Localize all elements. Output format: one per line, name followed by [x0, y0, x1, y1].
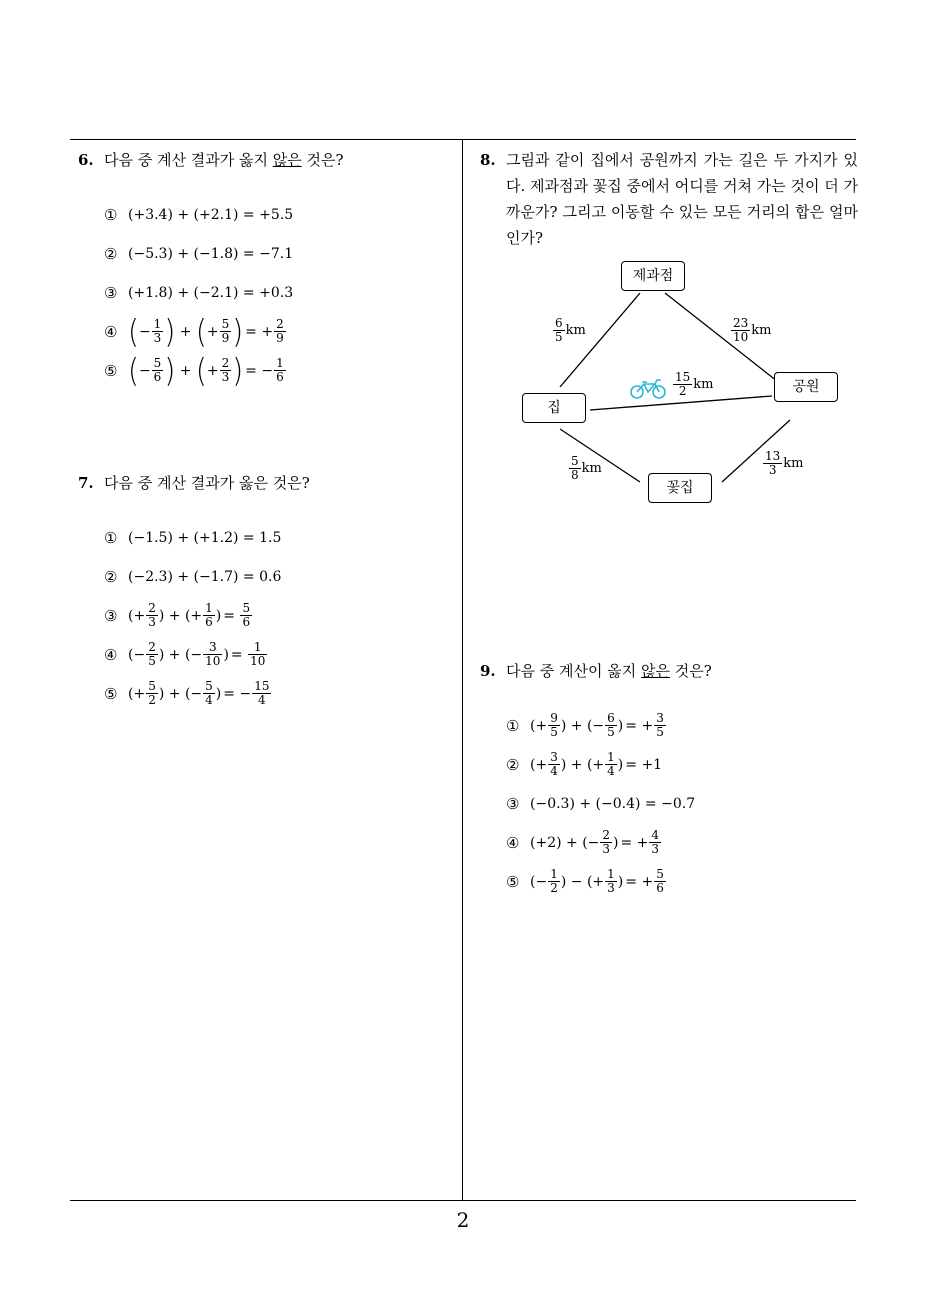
choice-4[interactable]: ④ (+2) + ( − $\frac{2}{3}$ ) = + $\frac{4}{3}$ [506, 828, 660, 856]
node-bakery: 제과점 [621, 261, 685, 291]
label-home-bakery: $\frac{6}{5}$ km [555, 316, 586, 344]
fraction: $\frac{1}{6}$ [205, 601, 213, 629]
choice-5[interactable]: ⑤ ( − $\frac{5}{6}$ ) + ( + $\frac{2}{3}$ ) = − $\frac{1}{6}$ [104, 350, 284, 389]
node-home: 집 [522, 393, 586, 423]
question-9 [480, 658, 850, 901]
choice-4[interactable]: ④ ( − $\frac{1}{3}$ ) + ( + $\frac{5}{9}$ ) = + $\frac{2}{9}$ [104, 311, 284, 350]
fraction: $\frac{2}{5}$ [148, 640, 156, 668]
label-flower-park: $\frac{13}{3}$ km [765, 449, 804, 477]
choice-2[interactable] [104, 234, 448, 273]
choice-list [480, 706, 850, 901]
fraction: $\frac{3}{10}$ [205, 640, 221, 668]
fraction: $\frac{2}{3}$ [602, 828, 611, 856]
fraction: $\frac{2}{3}$ [221, 356, 230, 384]
column-divider [462, 139, 463, 1201]
choice-2[interactable] [104, 557, 448, 596]
fraction: $\frac{5}{6}$ [242, 601, 251, 629]
fraction: $\frac{1}{3}$ [153, 317, 162, 345]
label-home-park: $\frac{15}{2}$ km [675, 370, 714, 398]
road-home-park [590, 396, 772, 410]
fraction: $\frac{4}{3}$ [651, 828, 660, 856]
node-park: 공원 [774, 372, 838, 402]
stem-text: 다음 중 계산이 옳지 [506, 662, 641, 680]
label-bakery-park: $\frac{23}{10}$ km [733, 316, 772, 344]
fraction: $\frac{2}{9}$ [276, 317, 284, 345]
label-home-flower: $\frac{5}{8}$ km [571, 454, 602, 482]
bottom-rule [70, 1200, 856, 1201]
choice-mark: ⑤ [506, 872, 520, 891]
choice-expression: (+1.8) + (−2.1) = +0.3 [128, 284, 294, 301]
choice-1[interactable] [104, 195, 448, 234]
choice-3[interactable]: ③ ( + $\frac{2}{3}$ ) + ( + $\frac{1}{6}$ ) = $\frac{5}{6}$ [104, 601, 251, 629]
stem-text-end: 것은? [669, 662, 712, 680]
fraction: $\frac{1}{4}$ [607, 750, 615, 778]
question-number: 8. [480, 151, 496, 169]
question-8-stem [480, 147, 858, 251]
choice-4[interactable]: ④ ( − $\frac{2}{5}$ ) + ( − $\frac{3}{10}$ ) = $\frac{1}{10}$ [104, 640, 266, 668]
choice-mark: ③ [104, 606, 118, 625]
bicycle-icon [631, 380, 665, 398]
choice-mark: ③ [104, 283, 118, 302]
fraction: $\frac{1}{10}$ [250, 640, 266, 668]
question-9-stem [480, 658, 850, 684]
fraction: $\frac{9}{5}$ [550, 711, 558, 739]
choice-5[interactable]: ⑤ ( + $\frac{5}{2}$ ) + ( − $\frac{5}{4}$ ) = − $\frac{15}{4}$ [104, 679, 270, 707]
fraction: $\frac{1}{2}$ [550, 867, 558, 895]
node-flower: 꽃집 [648, 473, 712, 503]
question-7-stem [78, 470, 448, 496]
choice-5[interactable]: ⑤ ( − $\frac{1}{2}$ ) − ( + $\frac{1}{3}$ ) = + $\frac{5}{6}$ [506, 867, 664, 895]
choice-mark: ① [104, 528, 118, 547]
question-number: 7. [78, 474, 94, 492]
choice-mark: ① [506, 716, 520, 735]
fraction: $\frac{6}{5}$ [607, 711, 615, 739]
choice-mark: ④ [506, 833, 520, 852]
choice-expression: (+3.4) + (+2.1) = +5.5 [128, 206, 294, 223]
choice-3[interactable] [506, 784, 850, 823]
choice-1[interactable]: ① ( + $\frac{9}{5}$ ) + ( − $\frac{6}{5}$ ) = + $\frac{3}{5}$ [506, 711, 664, 739]
fraction: $\frac{5}{6}$ [153, 356, 162, 384]
stem-underline: 않은 [641, 662, 670, 680]
choice-mark: ① [104, 205, 118, 224]
fraction: $\frac{3}{4}$ [550, 750, 558, 778]
route-diagram [500, 255, 850, 515]
question-7 [78, 470, 448, 713]
question-number: 6. [78, 151, 94, 169]
question-6-stem [78, 147, 448, 173]
fraction: $\frac{1}{6}$ [276, 356, 284, 384]
choice-mark: ⑤ [104, 361, 118, 380]
question-6 [78, 147, 448, 390]
choice-mark: ④ [104, 645, 118, 664]
fraction: $\frac{1}{3}$ [607, 867, 615, 895]
choice-mark: ② [104, 567, 118, 586]
fraction: $\frac{3}{5}$ [656, 711, 664, 739]
choice-mark: ⑤ [104, 684, 118, 703]
stem-underline: 않은 [272, 151, 302, 169]
fraction: $\frac{5}{2}$ [148, 679, 156, 707]
stem-text: 다음 중 계산 결과가 옳은 것은? [104, 474, 310, 492]
top-rule [70, 139, 856, 140]
choice-mark: ② [104, 244, 118, 263]
choice-2[interactable]: ② ( + $\frac{3}{4}$ ) + ( + $\frac{1}{4}$ ) = +1 [506, 750, 663, 778]
fraction: $\frac{5}{4}$ [205, 679, 213, 707]
question-8 [480, 147, 858, 251]
choice-mark: ② [506, 755, 520, 774]
choice-expression: (−5.3) + (−1.8) = −7.1 [128, 245, 294, 262]
choice-list [78, 195, 448, 390]
fraction: $\frac{5}{6}$ [656, 867, 664, 895]
choice-1[interactable] [104, 518, 448, 557]
choice-3[interactable] [104, 273, 448, 312]
fraction: $\frac{15}{4}$ [254, 679, 270, 707]
choice-expression: (−2.3) + (−1.7) = 0.6 [128, 568, 282, 585]
fraction: $\frac{2}{3}$ [148, 601, 156, 629]
page-number: 2 [456, 1208, 470, 1232]
choice-mark: ③ [506, 794, 520, 813]
stem-text: 다음 중 계산 결과가 옳지 [104, 151, 273, 169]
choice-list [78, 518, 448, 713]
stem-text-end: 것은? [301, 151, 344, 169]
stem-text: 그림과 같이 집에서 공원까지 가는 길은 두 가지가 있다. 제과점과 꽃집 중에서 어디를 거쳐 가는 것이 더 가까운가? 그리고 이동할 수 있는 모든 거리의 합은 얼마인가? [506, 151, 858, 247]
fraction: $\frac{5}{9}$ [221, 317, 230, 345]
choice-mark: ④ [104, 322, 118, 341]
choice-expression: (−1.5) + (+1.2) = 1.5 [128, 529, 282, 546]
choice-expression: (−0.3) + (−0.4) = −0.7 [530, 795, 696, 812]
question-number: 9. [480, 662, 496, 680]
